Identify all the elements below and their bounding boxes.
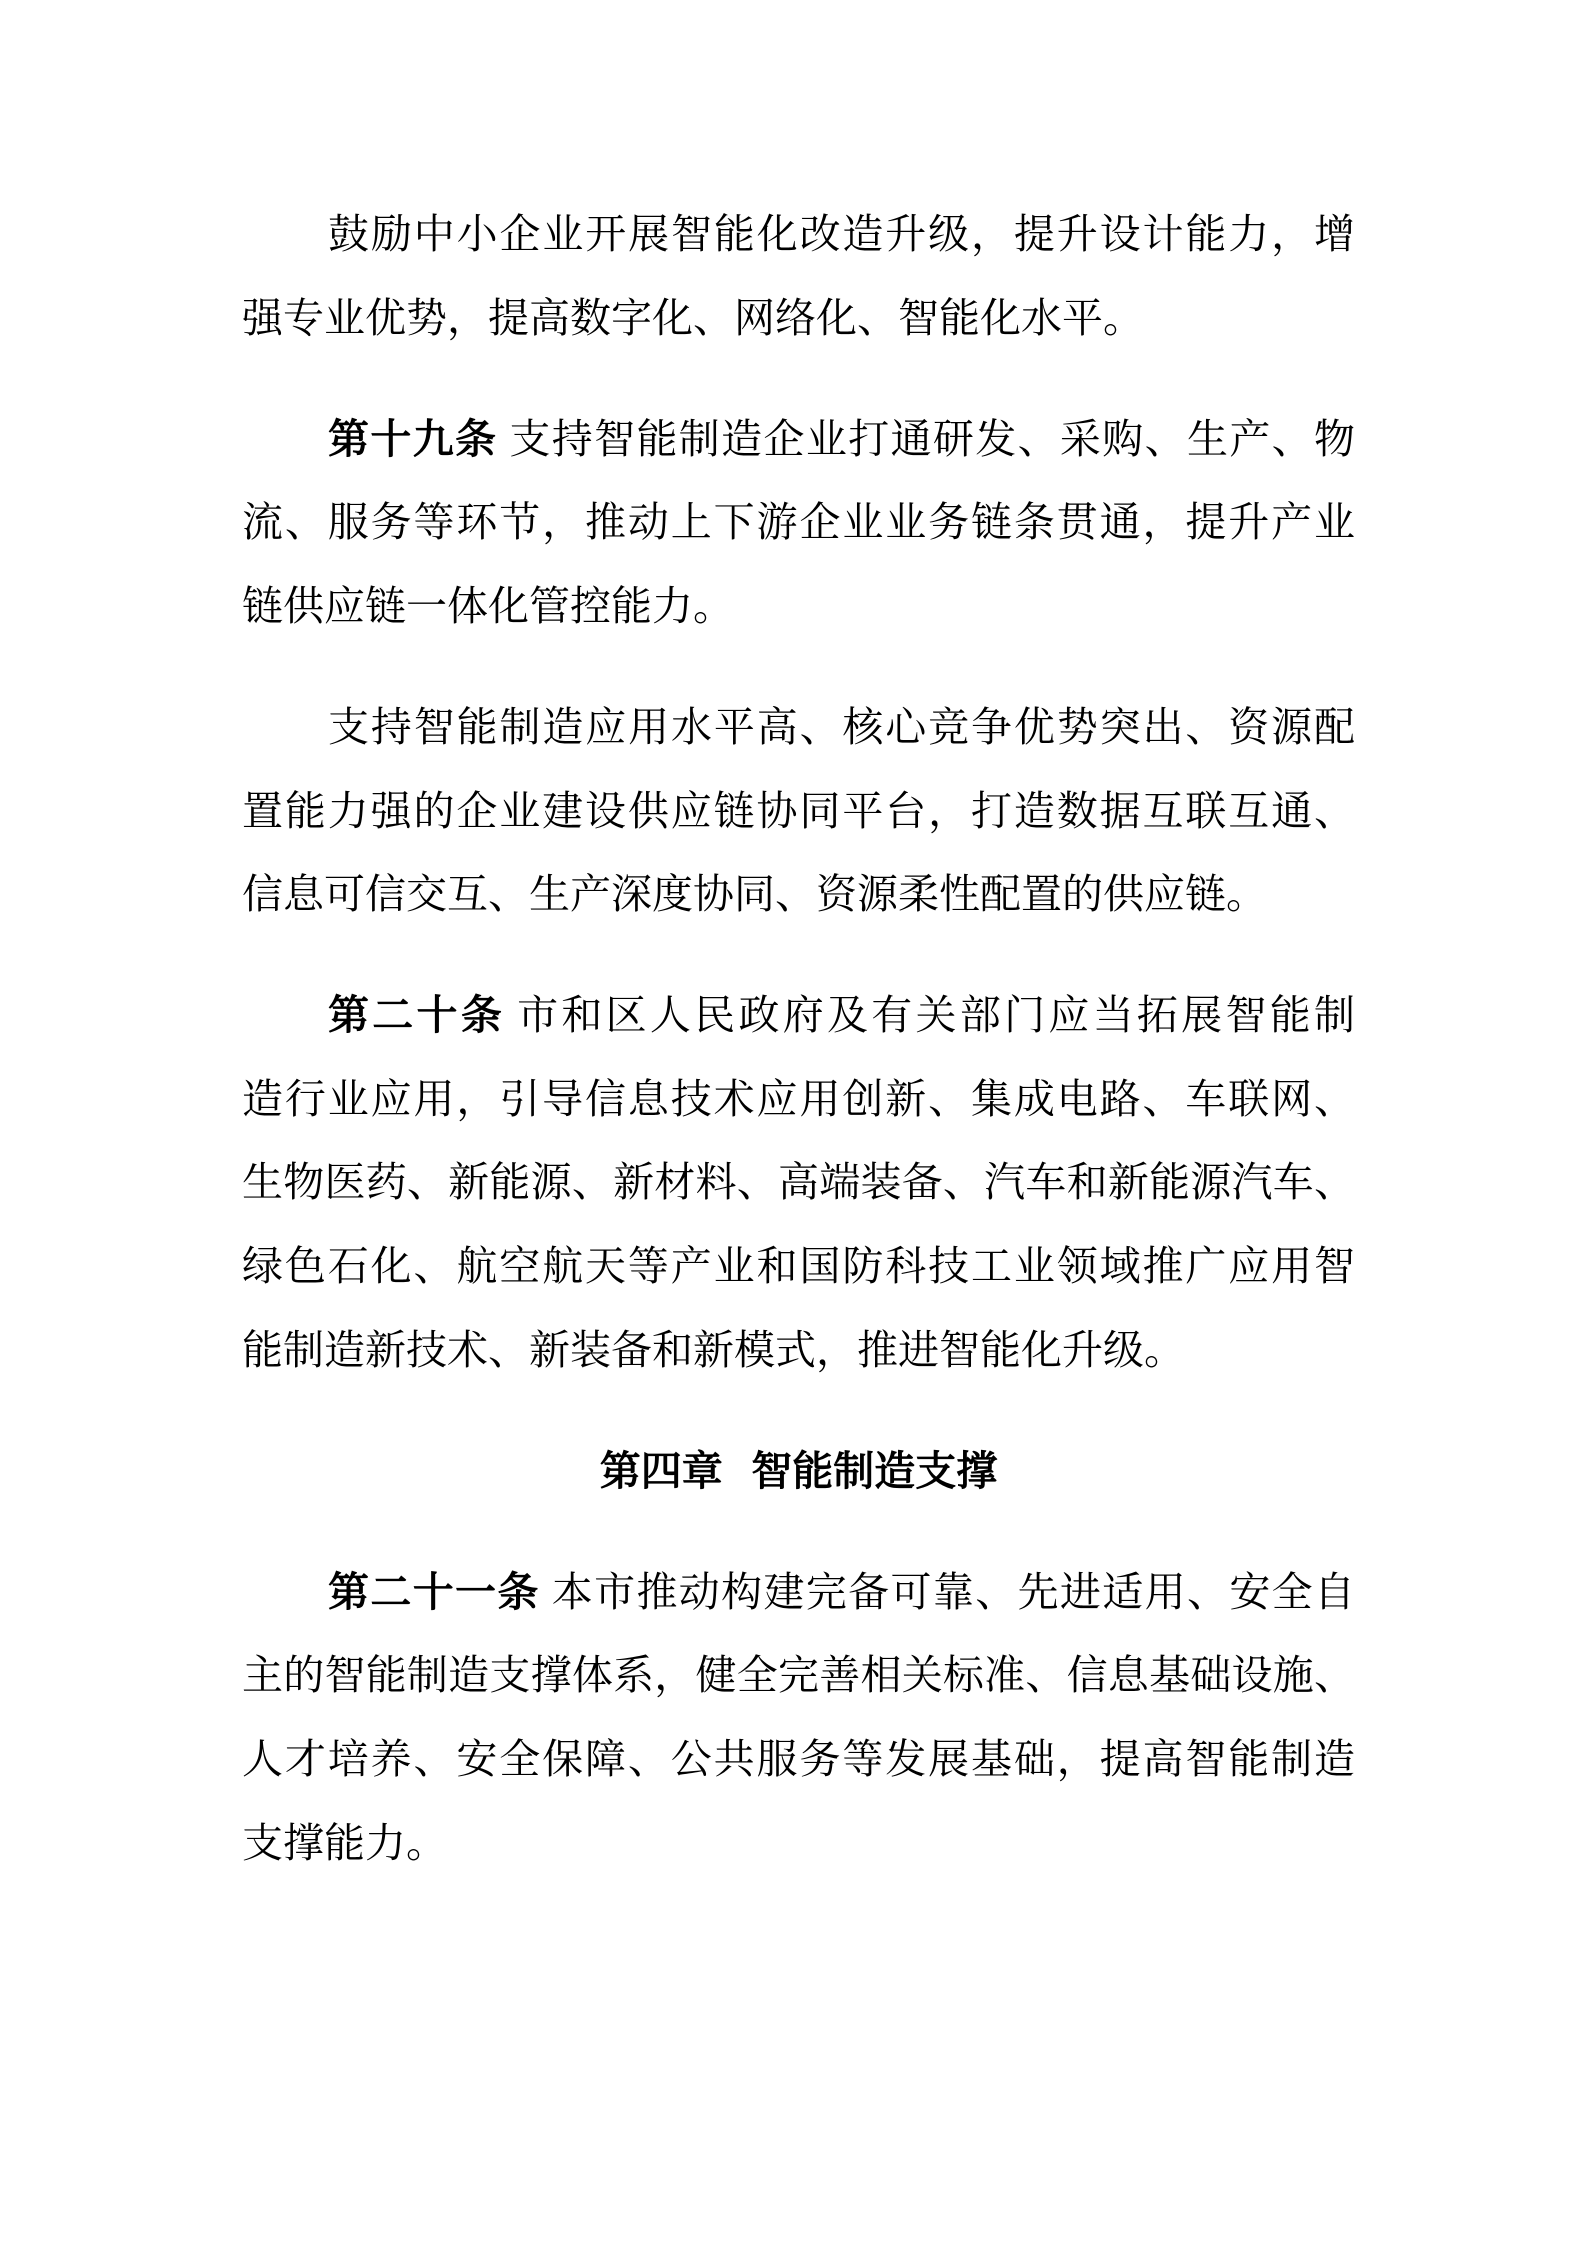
text-line: 绿色石化、航空航天等产业和国防科技工业领域推广应用智 [242,1242,1355,1291]
text-line [242,398,1355,482]
article-20 [242,974,1355,1392]
document-body [242,193,1355,1923]
text-span: 市和区人民政府及有关部门应当拓展智能制 [517,991,1356,1040]
article-19 [242,398,1355,649]
article-number: 第二十一条 [328,1567,540,1616]
paragraph [242,686,1355,937]
text-line: 支持智能制造应用水平高、核心竞争优势突出、资源配 [328,702,1355,751]
text-span: 本市推动构建完备可靠、先进适用、安全自 [551,1567,1356,1616]
text-line: 置能力强的企业建设供应链协同平台，打造数据互联互通、 [242,786,1355,835]
text-line: 人才培养、安全保障、公共服务等发展基础，提高智能制造 [242,1735,1355,1783]
text-line [242,1551,1355,1635]
text-line: 生物医药、新能源、新材料、高端装备、汽车和新能源汽车、 [242,1158,1355,1207]
chapter-heading: 第四章 智能制造支撑 [599,1446,998,1495]
text-line: 鼓励中小企业开展智能化改造升级，提升设计能力，增 [328,210,1355,258]
article-21 [242,1551,1355,1885]
text-line: 流、服务等环节，推动上下游企业业务链条贯通，提升产业 [242,498,1355,547]
text-line [242,974,1355,1058]
text-line: 主的智能制造支撑体系，健全完善相关标准、信息基础设施、 [242,1651,1355,1700]
text-line: 链供应链一体化管控能力。 [242,581,734,630]
text-line: 能制造新技术、新装备和新模式，推进智能化升级。 [242,1325,1185,1374]
text-line: 信息可信交互、生产深度协同、资源柔性配置的供应链。 [242,870,1267,919]
text-line: 强专业优势，提高数字化、网络化、智能化水平。 [242,293,1144,342]
text-line: 造行业应用，引导信息技术应用创新、集成电路、车联网、 [242,1074,1355,1123]
article-number: 第二十条 [328,991,506,1040]
paragraph [242,193,1355,360]
text-span: 支持智能制造企业打通研发、采购、生产、物 [509,414,1356,463]
text-line: 支撑能力。 [242,1818,447,1867]
article-number: 第十九条 [328,414,498,463]
